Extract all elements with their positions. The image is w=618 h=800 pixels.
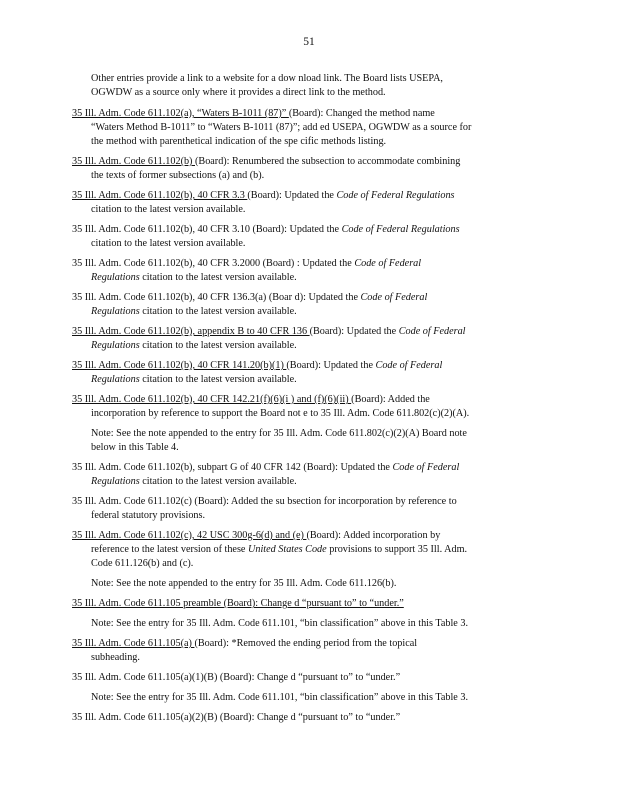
- entry-continuation: citation to the latest version available.: [91, 204, 246, 215]
- entry-first-line: [72, 107, 542, 121]
- table-entry: [72, 223, 542, 251]
- entry-description: 35 Ill. Adm. Code 611.105(a)(2)(B) (Board): Change d “pursuant to” to “under.”: [72, 712, 401, 723]
- entry-continuation: incorporation by reference to support the Board not e to 35 Ill. Adm. Code 611.802(c)(2)(A).: [91, 408, 470, 419]
- entry-continuation: “Waters Method B-1011” to “Waters B-1011 (87)”; add ed USEPA, OGWDW as a source for: [91, 122, 472, 133]
- entry-description: 35 Ill. Adm. Code 611.102(b), 40 CFR 3.2000 (Board) : Updated the Code of Federal: [72, 258, 422, 269]
- entry-continuation: the method with parenthetical indication of the spe cific methods listing.: [91, 136, 387, 147]
- entry-first-line: [72, 257, 542, 271]
- entry-first-line: [72, 189, 542, 203]
- entry-description: (Board): *Removed the ending period from the topical: [194, 638, 418, 649]
- entry-continuation: Code 611.126(b) and (c).: [91, 558, 194, 569]
- entry-description: 35 Ill. Adm. Code 611.102(b), subpart G of 40 CFR 142 (Board): Updated the Code of Federal: [72, 462, 460, 473]
- table-entry: [72, 637, 542, 665]
- intro-paragraph: [72, 72, 542, 100]
- page-number: 51: [303, 36, 315, 48]
- entry-description: (Board): Updated the Code of Federal Regulations: [247, 190, 455, 201]
- entry-first-line: [72, 393, 542, 407]
- entry-continuation: federal statutory provisions.: [91, 510, 206, 521]
- entry-citation: 35 Ill. Adm. Code 611.102(b), 40 CFR 142.21(f)(6)(i ) and (f)(6)(ii): [72, 394, 352, 405]
- entry-first-line: [72, 223, 542, 237]
- entry-description: 35 Ill. Adm. Code 611.105(a)(1)(B) (Board): Change d “pursuant to” to “under.”: [72, 672, 401, 683]
- entry-citation: 35 Ill. Adm. Code 611.102(c), 42 USC 300g-6(d) and (e): [72, 530, 307, 541]
- intro-line: OGWDW as a source only where it provides a direct link to the method.: [91, 87, 386, 98]
- table-entry: [72, 495, 542, 523]
- entries-list: [72, 107, 542, 725]
- table-entry: [72, 461, 542, 489]
- entry-first-line: [72, 461, 542, 475]
- entry-description: (Board): Changed the method name: [288, 108, 435, 119]
- table-entry: [72, 155, 542, 183]
- table-entry: [72, 529, 542, 571]
- intro-line: Other entries provide a link to a website for a dow nload link. The Board lists USEPA,: [91, 73, 443, 84]
- entry-continuation: the texts of former subsections (a) and (b).: [91, 170, 265, 181]
- entry-description: (Board): Added incorporation by: [306, 530, 441, 541]
- entry-citation: 35 Ill. Adm. Code 611.102(b), appendix B to 40 CFR 136: [72, 326, 310, 337]
- table-entry: [72, 325, 542, 353]
- entry-description: (Board): Updated the Code of Federal: [309, 326, 466, 337]
- entry-first-line: [72, 711, 542, 725]
- entry-first-line: [72, 325, 542, 339]
- entry-continuation: Regulations citation to the latest version available.: [91, 340, 297, 351]
- entry-first-line: [72, 671, 542, 685]
- table-entry: [72, 359, 542, 387]
- table-entry: [72, 107, 542, 149]
- table-entry: [72, 393, 542, 421]
- entry-continuation: Regulations citation to the latest version available.: [91, 306, 297, 317]
- entry-continuation: citation to the latest version available.: [91, 238, 246, 249]
- note-line: below in this Table 4.: [91, 442, 179, 453]
- entry-description: (Board): Added the: [351, 394, 430, 405]
- entry-first-line: [72, 155, 542, 169]
- note-line: Note: See the entry for 35 Ill. Adm. Code 611.101, “bin classification” above in this Table 3.: [91, 618, 468, 629]
- entry-continuation: Regulations citation to the latest version available.: [91, 374, 297, 385]
- note-line: Note: See the entry for 35 Ill. Adm. Code 611.101, “bin classification” above in this Table 3.: [91, 692, 468, 703]
- entry-note: [72, 617, 542, 631]
- entry-citation: 35 Ill. Adm. Code 611.102(b): [72, 156, 195, 167]
- document-body: [72, 72, 542, 731]
- entry-description: 35 Ill. Adm. Code 611.102(b), 40 CFR 3.10 (Board): Updated the Code of Federal Regulations: [72, 224, 460, 235]
- entry-continuation: subheading.: [91, 652, 140, 663]
- table-entry: [72, 711, 542, 725]
- entry-citation: 35 Ill. Adm. Code 611.102(b), 40 CFR 3.3: [72, 190, 248, 201]
- table-entry: [72, 257, 542, 285]
- note-line: Note: See the note appended to the entry for 35 Ill. Adm. Code 611.802(c)(2)(A) Board note: [91, 428, 467, 439]
- entry-note: [72, 577, 542, 591]
- entry-first-line: [72, 529, 542, 543]
- table-entry: [72, 671, 542, 685]
- table-entry: [72, 189, 542, 217]
- entry-note: [72, 691, 542, 705]
- entry-citation: 35 Ill. Adm. Code 611.105 preamble (Board): Change d “pursuant to” to “under.”: [72, 598, 404, 609]
- entry-first-line: [72, 495, 542, 509]
- entry-description: (Board): Renumbered the subsection to accommodate combining: [195, 156, 461, 167]
- entry-first-line: [72, 359, 542, 373]
- entry-description: 35 Ill. Adm. Code 611.102(c) (Board): Added the su bsection for incorporation by reference to: [72, 496, 457, 507]
- entry-continuation: reference to the latest version of these United States Code provisions to support 35 Ill. Adm.: [91, 544, 468, 555]
- table-entry: [72, 291, 542, 319]
- entry-first-line: [72, 597, 542, 611]
- entry-citation: 35 Ill. Adm. Code 611.102(a), “Waters B-1011 (87)”: [72, 108, 289, 119]
- entry-continuation: Regulations citation to the latest version available.: [91, 476, 297, 487]
- entry-first-line: [72, 637, 542, 651]
- entry-description: 35 Ill. Adm. Code 611.102(b), 40 CFR 136.3(a) (Boar d): Updated the Code of Federal: [72, 292, 428, 303]
- entry-continuation: Regulations citation to the latest version available.: [91, 272, 297, 283]
- table-entry: [72, 597, 542, 611]
- note-line: Note: See the note appended to the entry for 35 Ill. Adm. Code 611.126(b).: [91, 578, 397, 589]
- entry-citation: 35 Ill. Adm. Code 611.102(b), 40 CFR 141.20(b)(1): [72, 360, 287, 371]
- entry-first-line: [72, 291, 542, 305]
- entry-citation: 35 Ill. Adm. Code 611.105(a): [72, 638, 195, 649]
- entry-note: [72, 427, 542, 455]
- entry-description: (Board): Updated the Code of Federal: [286, 360, 443, 371]
